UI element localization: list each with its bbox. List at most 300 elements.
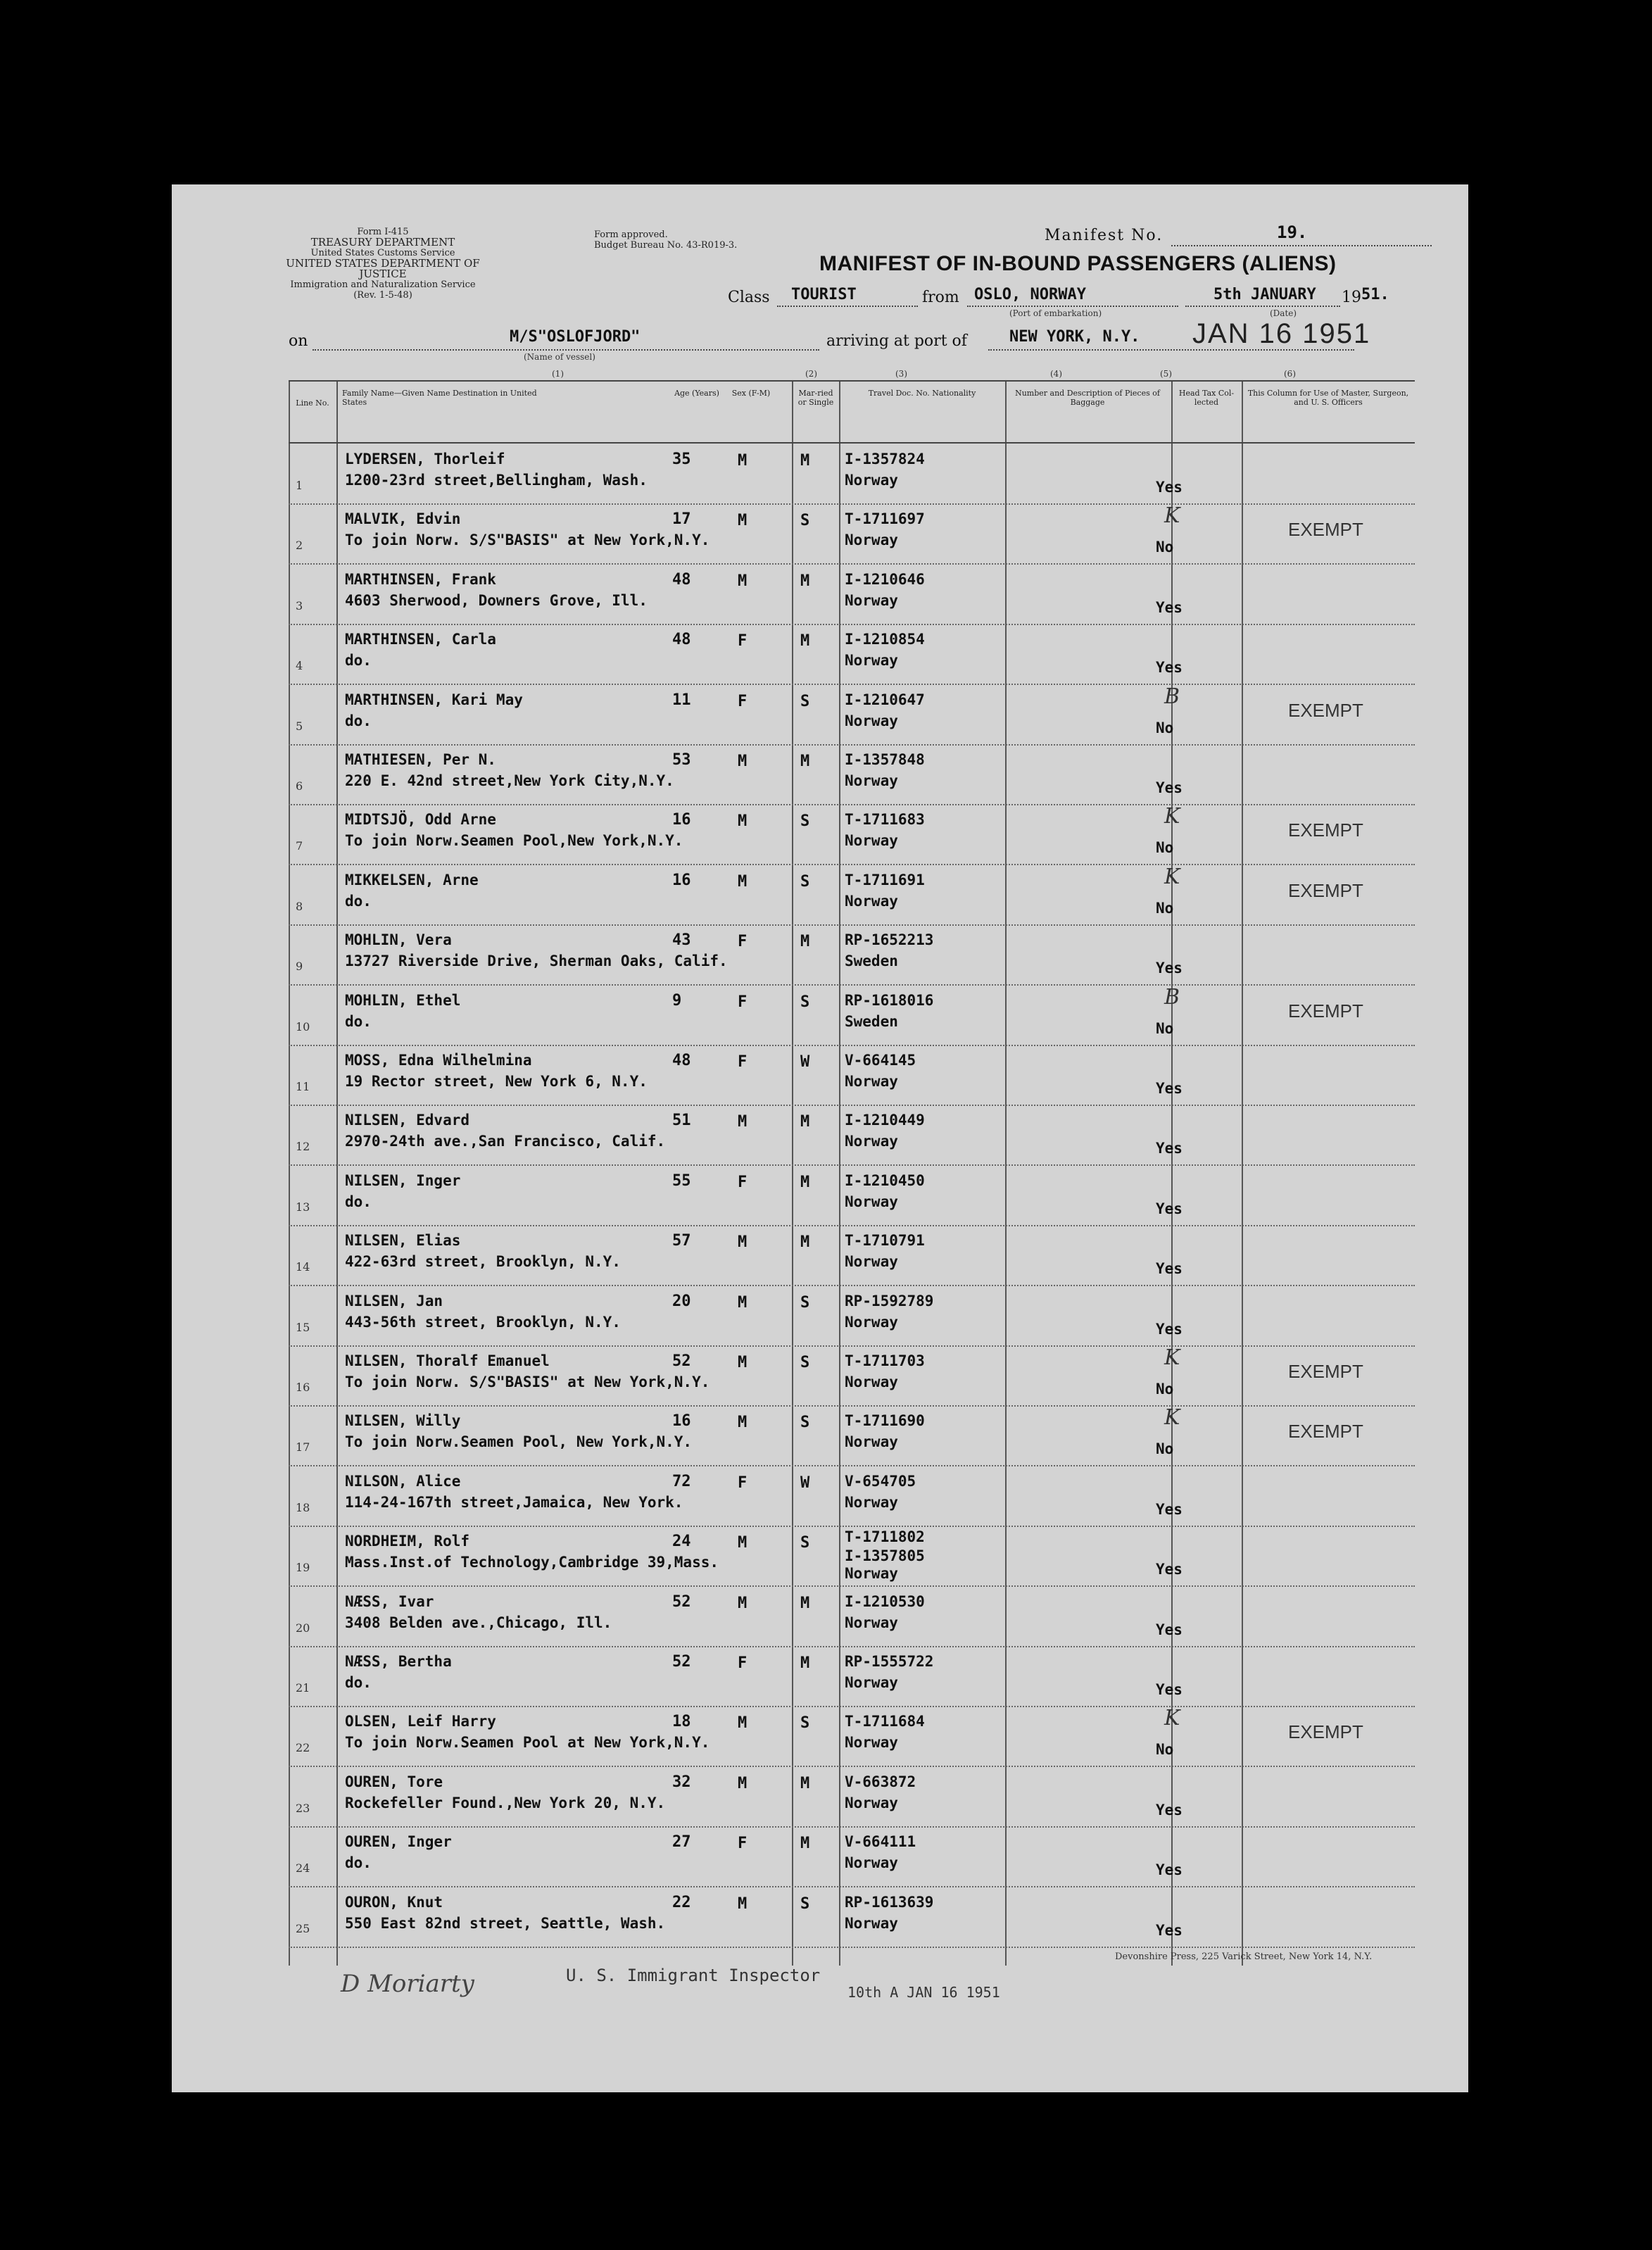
table-row bbox=[289, 1586, 1415, 1647]
destination: 4603 Sherwood, Downers Grove, Ill. bbox=[345, 591, 648, 609]
marital-status: S bbox=[800, 1354, 810, 1371]
marital-status: M bbox=[800, 572, 810, 590]
head-tax: Yes bbox=[1156, 1621, 1183, 1638]
head-tax: Yes bbox=[1156, 1200, 1183, 1217]
nationality: Norway bbox=[845, 892, 898, 910]
head-tax: No bbox=[1156, 1381, 1174, 1397]
age: 35 bbox=[672, 451, 691, 468]
table-row bbox=[289, 684, 1415, 746]
table-row bbox=[289, 564, 1415, 625]
destination: Rockefeller Found.,New York 20, N.Y. bbox=[345, 1794, 666, 1811]
sex: M bbox=[738, 1894, 748, 1913]
head-tax: Yes bbox=[1156, 1561, 1183, 1578]
table-row bbox=[289, 1766, 1415, 1828]
destination: 114-24-167th street,Jamaica, New York. bbox=[345, 1493, 683, 1511]
sex: F bbox=[738, 993, 748, 1011]
manifest-no-line bbox=[1171, 245, 1432, 246]
table-row bbox=[289, 1706, 1415, 1767]
age: 48 bbox=[672, 570, 691, 589]
passenger-name: MARTHINSEN, Kari May bbox=[345, 691, 523, 708]
destination: 443-56th street, Brooklyn, N.Y. bbox=[345, 1313, 621, 1331]
table-row bbox=[289, 1466, 1415, 1527]
header-baggage: Number and Description of Pieces of Baggage bbox=[1015, 389, 1160, 407]
nationality: Norway bbox=[845, 1674, 898, 1691]
marital-status: M bbox=[800, 1113, 810, 1131]
marital-status: M bbox=[800, 753, 810, 770]
marital-status: S bbox=[800, 993, 810, 1011]
destination: do. bbox=[345, 652, 372, 670]
sex: F bbox=[738, 632, 748, 651]
form-number: Form I-415 bbox=[357, 227, 409, 237]
exempt-stamp: EXEMPT bbox=[1288, 1000, 1363, 1022]
line-number: 15 bbox=[296, 1320, 310, 1334]
destination: To join Norw. S/S"BASIS" at New York,N.Y. bbox=[345, 1374, 710, 1390]
travel-doc-number: I-1210647 bbox=[845, 691, 925, 708]
table-row bbox=[289, 1105, 1415, 1166]
destination: 1200-23rd street,Bellingham, Wash. bbox=[345, 472, 648, 489]
handwritten-mark: K bbox=[1164, 1706, 1180, 1731]
head-tax: Yes bbox=[1156, 479, 1183, 496]
passenger-name: NILSEN, Thoralf Emanuel bbox=[345, 1352, 550, 1369]
marital-status: W bbox=[800, 1473, 810, 1492]
age: 16 bbox=[672, 811, 691, 829]
passenger-name: NILSEN, Jan bbox=[345, 1292, 443, 1309]
age: 52 bbox=[672, 1592, 691, 1611]
destination: 19 Rector street, New York 6, N.Y. bbox=[345, 1073, 648, 1090]
marital-status: S bbox=[800, 1714, 810, 1733]
marital-status: S bbox=[800, 1414, 810, 1432]
travel-doc-number: I-1210530 bbox=[845, 1592, 925, 1610]
head-tax: No bbox=[1156, 839, 1174, 857]
sex: M bbox=[738, 1534, 748, 1552]
travel-doc-number: I-1357848 bbox=[845, 751, 925, 768]
handwritten-mark: K bbox=[1164, 864, 1180, 889]
travel-doc-number: T-1710791 bbox=[845, 1232, 925, 1250]
line-number: 11 bbox=[296, 1080, 310, 1093]
header-officers: This Column for Use of Master, Surgeon, and U. S. Officers bbox=[1247, 389, 1409, 407]
year-prefix: 19 bbox=[1342, 289, 1361, 306]
travel-doc-number: V-654705 bbox=[845, 1472, 916, 1490]
nationality: Norway bbox=[845, 1193, 898, 1210]
manifest-title: MANIFEST OF IN-BOUND PASSENGERS (ALIENS) bbox=[819, 252, 1337, 275]
head-tax: No bbox=[1156, 1741, 1174, 1759]
nationality: Norway bbox=[845, 1614, 898, 1631]
handwritten-mark: B bbox=[1164, 984, 1180, 1010]
travel-doc-number: T-1711802 bbox=[845, 1528, 925, 1546]
marital-status: S bbox=[800, 1894, 810, 1913]
destination: 220 E. 42nd street,New York City,N.Y. bbox=[345, 772, 674, 789]
age: 52 bbox=[672, 1653, 691, 1671]
nationality: Norway bbox=[845, 1433, 898, 1451]
arrival-port: NEW YORK, N.Y. bbox=[1009, 328, 1140, 346]
head-tax: Yes bbox=[1156, 1080, 1183, 1097]
manifest-number: 19. bbox=[1277, 222, 1308, 242]
destination: To join Norw.Seamen Pool, New York,N.Y. bbox=[345, 1433, 693, 1451]
marital-status: W bbox=[800, 1053, 810, 1071]
sex: M bbox=[738, 452, 748, 470]
table-row bbox=[289, 1225, 1415, 1286]
head-tax: No bbox=[1156, 899, 1174, 917]
marital-status: M bbox=[800, 933, 810, 951]
nationality: Norway bbox=[845, 1313, 898, 1331]
travel-doc-number: I-1357824 bbox=[845, 451, 925, 467]
passenger-name: MIKKELSEN, Arne bbox=[345, 871, 479, 888]
table-row bbox=[289, 1345, 1415, 1407]
exempt-stamp: EXEMPT bbox=[1288, 1721, 1363, 1743]
passenger-name: NÆSS, Bertha bbox=[345, 1653, 452, 1670]
marital-status: S bbox=[800, 872, 810, 891]
sex: M bbox=[738, 812, 748, 831]
exempt-stamp: EXEMPT bbox=[1288, 699, 1363, 721]
date-line bbox=[1185, 306, 1340, 307]
travel-doc-number: I-1210854 bbox=[845, 631, 925, 648]
sex: M bbox=[738, 1774, 748, 1792]
nationality: Norway bbox=[845, 1854, 898, 1872]
destination: 2970-24th ave.,San Francisco, Calif. bbox=[345, 1133, 666, 1150]
head-tax: Yes bbox=[1156, 1801, 1183, 1818]
travel-doc-number: V-663872 bbox=[845, 1773, 916, 1790]
age: 16 bbox=[672, 871, 691, 889]
vessel-line bbox=[313, 349, 819, 351]
line-number: 12 bbox=[296, 1140, 310, 1154]
sex: M bbox=[738, 1414, 748, 1432]
age: 43 bbox=[672, 931, 691, 950]
header-married: Mar-ried or Single bbox=[797, 389, 834, 407]
table-row bbox=[289, 1646, 1415, 1707]
passenger-name: NILSEN, Elias bbox=[345, 1232, 461, 1250]
passenger-name: MARTHINSEN, Frank bbox=[345, 570, 496, 588]
from-line bbox=[967, 306, 1178, 307]
age: 20 bbox=[672, 1292, 691, 1310]
line-number: 6 bbox=[296, 779, 303, 793]
age: 9 bbox=[672, 991, 682, 1010]
nationality: Norway bbox=[845, 532, 898, 549]
travel-doc-number: T-1711697 bbox=[845, 510, 925, 528]
line-number: 9 bbox=[296, 960, 303, 974]
destination: 550 East 82nd street, Seattle, Wash. bbox=[345, 1914, 666, 1932]
travel-doc-number: RP-1618016 bbox=[845, 991, 934, 1009]
destination: 13727 Riverside Drive, Sherman Oaks, Calif. bbox=[345, 953, 728, 970]
passenger-name: MIDTSJÖ, Odd Arne bbox=[345, 811, 496, 829]
marital-status: S bbox=[800, 1293, 810, 1312]
nationality: Norway bbox=[845, 1073, 898, 1090]
passenger-name: MARTHINSEN, Carla bbox=[345, 631, 496, 648]
handwritten-mark: K bbox=[1164, 503, 1180, 529]
sex: M bbox=[738, 1714, 748, 1733]
nationality: Norway bbox=[845, 832, 898, 850]
head-tax: Yes bbox=[1156, 960, 1183, 977]
travel-doc-number: T-1711684 bbox=[845, 1713, 925, 1730]
form-approved: Form approved. bbox=[594, 230, 668, 240]
sex: M bbox=[738, 1113, 748, 1131]
travel-doc-number: RP-1613639 bbox=[845, 1893, 934, 1911]
travel-doc-number: T-1711691 bbox=[845, 871, 925, 888]
line-number: 19 bbox=[296, 1561, 310, 1575]
header-line-no: Line No. bbox=[296, 398, 329, 408]
table-row bbox=[289, 1826, 1415, 1887]
head-tax: Yes bbox=[1156, 1861, 1183, 1879]
form-rev: (Rev. 1-5-48) bbox=[353, 290, 412, 301]
head-tax: Yes bbox=[1156, 1681, 1183, 1698]
passenger-name: NÆSS, Ivar bbox=[345, 1592, 434, 1610]
justice-dept: UNITED STATES DEPARTMENT OF JUSTICE bbox=[286, 257, 480, 280]
head-tax: No bbox=[1156, 539, 1174, 556]
travel-doc-number: I-1210450 bbox=[845, 1171, 925, 1189]
form-agency-block bbox=[277, 227, 488, 301]
nationality: Norway bbox=[845, 1914, 898, 1932]
passenger-name: LYDERSEN, Thorleif bbox=[345, 451, 505, 467]
age: 52 bbox=[672, 1352, 691, 1370]
on-label: on bbox=[289, 332, 308, 350]
sex: M bbox=[738, 512, 748, 530]
line-number: 4 bbox=[296, 659, 303, 673]
table-row bbox=[289, 985, 1415, 1046]
form-approval bbox=[594, 230, 805, 251]
nationality: Norway bbox=[845, 652, 898, 670]
head-tax: Yes bbox=[1156, 1260, 1183, 1278]
travel-doc-number: I-1210449 bbox=[845, 1112, 925, 1129]
year-value: 51. bbox=[1361, 286, 1389, 303]
age: 17 bbox=[672, 510, 691, 529]
budget-bureau: Budget Bureau No. 43-R019-3. bbox=[594, 240, 738, 251]
inspector-signature: D Moriarty bbox=[341, 1970, 474, 1998]
head-tax: Yes bbox=[1156, 598, 1183, 616]
sex: M bbox=[738, 872, 748, 891]
sex: M bbox=[738, 572, 748, 590]
col-num-3: (3) bbox=[895, 369, 907, 379]
sex: F bbox=[738, 1654, 748, 1672]
nationality: Sweden bbox=[845, 1012, 898, 1030]
vessel-name: M/S"OSLOFJORD" bbox=[510, 328, 641, 346]
line-number: 14 bbox=[296, 1260, 310, 1274]
line-number: 18 bbox=[296, 1500, 310, 1514]
destination: Mass.Inst.of Technology,Cambridge 39,Mass. bbox=[345, 1554, 719, 1571]
exempt-stamp: EXEMPT bbox=[1288, 519, 1363, 541]
nationality: Norway bbox=[845, 591, 898, 609]
sex: M bbox=[738, 1233, 748, 1252]
passenger-name: MATHIESEN, Per N. bbox=[345, 751, 496, 768]
table-row bbox=[289, 804, 1415, 865]
manifest-no-label: Manifest No. bbox=[1045, 227, 1164, 244]
line-number: 25 bbox=[296, 1921, 310, 1935]
col-num-1: (1) bbox=[552, 369, 564, 379]
table-row bbox=[289, 924, 1415, 986]
marital-status: M bbox=[800, 1774, 810, 1792]
marital-status: S bbox=[800, 512, 810, 530]
customs-service: United States Customs Service bbox=[310, 248, 455, 258]
sex: F bbox=[738, 1173, 748, 1191]
nationality: Norway bbox=[845, 1374, 898, 1390]
marital-status: M bbox=[800, 1173, 810, 1191]
table-row bbox=[289, 744, 1415, 805]
handwritten-mark: K bbox=[1164, 1345, 1180, 1370]
table-row bbox=[289, 865, 1415, 926]
header-travel-doc: Travel Doc. No. Nationality bbox=[868, 389, 976, 398]
marital-status: S bbox=[800, 692, 810, 710]
age: 48 bbox=[672, 631, 691, 649]
nationality: Sweden bbox=[845, 953, 898, 970]
line-number: 17 bbox=[296, 1440, 310, 1454]
exempt-stamp: EXEMPT bbox=[1288, 1361, 1363, 1382]
destination: do. bbox=[345, 1193, 372, 1210]
from-label: from bbox=[922, 289, 959, 306]
marital-status: M bbox=[800, 1594, 810, 1612]
destination: do. bbox=[345, 1854, 372, 1872]
head-tax: No bbox=[1156, 719, 1174, 736]
travel-doc-number-2: I-1357805 bbox=[845, 1547, 925, 1565]
class-line bbox=[777, 306, 918, 307]
age: 72 bbox=[672, 1472, 691, 1490]
line-number: 2 bbox=[296, 539, 303, 553]
table-row bbox=[289, 1526, 1415, 1587]
class-value: TOURIST bbox=[791, 286, 857, 303]
marital-status: S bbox=[800, 812, 810, 831]
line-number: 13 bbox=[296, 1200, 310, 1214]
marital-status: M bbox=[800, 1654, 810, 1672]
marital-status: S bbox=[800, 1534, 810, 1552]
travel-doc-number: RP-1555722 bbox=[845, 1653, 934, 1670]
nationality: Norway bbox=[845, 1493, 898, 1511]
age: 53 bbox=[672, 751, 691, 769]
destination: 3408 Belden ave.,Chicago, Ill. bbox=[345, 1614, 612, 1631]
passenger-name: OUREN, Tore bbox=[345, 1773, 443, 1790]
col-num-5: (5) bbox=[1160, 369, 1172, 379]
inspector-label: U. S. Immigrant Inspector bbox=[566, 1966, 821, 1985]
header-head-tax: Head Tax Col-lected bbox=[1178, 389, 1235, 407]
age: 55 bbox=[672, 1171, 691, 1190]
line-number: 7 bbox=[296, 839, 303, 853]
head-tax: Yes bbox=[1156, 1320, 1183, 1338]
line-number: 22 bbox=[296, 1741, 310, 1755]
passenger-name: NORDHEIM, Rolf bbox=[345, 1533, 470, 1550]
handwritten-mark: B bbox=[1164, 684, 1180, 709]
passenger-name: OURON, Knut bbox=[345, 1893, 443, 1911]
line-number: 10 bbox=[296, 1019, 310, 1033]
passenger-table bbox=[289, 380, 1415, 1966]
table-row bbox=[289, 1405, 1415, 1466]
age: 32 bbox=[672, 1773, 691, 1791]
head-tax: No bbox=[1156, 1440, 1174, 1458]
line-number: 20 bbox=[296, 1621, 310, 1635]
date-value: 5th JANUARY bbox=[1213, 286, 1316, 303]
line-number: 16 bbox=[296, 1381, 310, 1394]
from-caption: (Port of embarkation) bbox=[1009, 308, 1102, 318]
travel-doc-number: RP-1652213 bbox=[845, 931, 934, 949]
col-num-6: (6) bbox=[1284, 369, 1296, 379]
nationality: Norway bbox=[845, 1734, 898, 1752]
passenger-name: NILSEN, Inger bbox=[345, 1171, 461, 1189]
nationality: Norway bbox=[845, 1565, 898, 1583]
destination: To join Norw.Seamen Pool,New York,N.Y. bbox=[345, 832, 683, 850]
passenger-name: MOHLIN, Vera bbox=[345, 931, 452, 949]
passenger-name: MALVIK, Edvin bbox=[345, 510, 461, 528]
age: 22 bbox=[672, 1893, 691, 1911]
vessel-caption: (Name of vessel) bbox=[524, 352, 595, 362]
travel-doc-number: V-664111 bbox=[845, 1833, 916, 1851]
passenger-name: MOHLIN, Ethel bbox=[345, 991, 461, 1009]
head-tax: Yes bbox=[1156, 1500, 1183, 1518]
header-name: Family Name—Given Name Destination in United States bbox=[342, 389, 537, 407]
arrival-date-stamp: JAN 16 1951 bbox=[1192, 318, 1371, 349]
age: 48 bbox=[672, 1052, 691, 1069]
sex: F bbox=[738, 1053, 748, 1071]
age: 57 bbox=[672, 1232, 691, 1250]
header-age: Age (Years) bbox=[674, 389, 719, 398]
destination: To join Norw. S/S"BASIS" at New York,N.Y. bbox=[345, 532, 710, 549]
nationality: Norway bbox=[845, 1794, 898, 1811]
nationality: Norway bbox=[845, 472, 898, 489]
table-row bbox=[289, 444, 1415, 505]
travel-doc-number: T-1711690 bbox=[845, 1412, 925, 1430]
line-number: 23 bbox=[296, 1801, 310, 1815]
line-number: 21 bbox=[296, 1681, 310, 1695]
nationality: Norway bbox=[845, 1253, 898, 1271]
sex: F bbox=[738, 692, 748, 710]
from-value: OSLO, NORWAY bbox=[974, 286, 1086, 303]
arriving-label: arriving at port of bbox=[826, 332, 967, 350]
marital-status: M bbox=[800, 1233, 810, 1252]
exempt-stamp: EXEMPT bbox=[1288, 819, 1363, 841]
travel-doc-number: RP-1592789 bbox=[845, 1292, 934, 1309]
passenger-name: NILSEN, Edvard bbox=[345, 1112, 470, 1129]
nationality: Norway bbox=[845, 772, 898, 789]
head-tax: Yes bbox=[1156, 1921, 1183, 1939]
manifest-page bbox=[172, 184, 1468, 2092]
handwritten-mark: K bbox=[1164, 804, 1180, 829]
marital-status: M bbox=[800, 632, 810, 651]
footer-stamp: 10th A JAN 16 1951 bbox=[847, 1984, 1000, 2001]
passenger-name: MOSS, Edna Wilhelmina bbox=[345, 1052, 532, 1069]
exempt-stamp: EXEMPT bbox=[1288, 879, 1363, 901]
travel-doc-number: I-1210646 bbox=[845, 570, 925, 588]
table-row bbox=[289, 1286, 1415, 1347]
table-row bbox=[289, 624, 1415, 685]
table-row bbox=[289, 1165, 1415, 1226]
travel-doc-number: T-1711683 bbox=[845, 811, 925, 829]
sex: F bbox=[738, 1473, 748, 1492]
destination: do. bbox=[345, 892, 372, 910]
sex: M bbox=[738, 1293, 748, 1312]
head-tax: Yes bbox=[1156, 659, 1183, 677]
age: 27 bbox=[672, 1833, 691, 1852]
line-number: 3 bbox=[296, 598, 303, 612]
age: 18 bbox=[672, 1713, 691, 1731]
col-num-4: (4) bbox=[1050, 369, 1062, 379]
line-number: 1 bbox=[296, 479, 303, 492]
exempt-stamp: EXEMPT bbox=[1288, 1421, 1363, 1443]
passenger-name: NILSON, Alice bbox=[345, 1472, 461, 1490]
line-number: 8 bbox=[296, 899, 303, 913]
destination: do. bbox=[345, 1012, 372, 1030]
destination: To join Norw.Seamen Pool at New York,N.Y. bbox=[345, 1734, 710, 1752]
travel-doc-number: T-1711703 bbox=[845, 1352, 925, 1369]
handwritten-mark: K bbox=[1164, 1405, 1180, 1431]
line-number: 24 bbox=[296, 1861, 310, 1875]
sex: F bbox=[738, 933, 748, 951]
col-num-2: (2) bbox=[805, 369, 817, 379]
marital-status: M bbox=[800, 452, 810, 470]
date-caption: (Date) bbox=[1270, 308, 1297, 318]
travel-doc-number: V-664145 bbox=[845, 1052, 916, 1069]
passenger-name: NILSEN, Willy bbox=[345, 1412, 461, 1430]
age: 11 bbox=[672, 691, 691, 709]
destination: do. bbox=[345, 1674, 372, 1691]
sex: M bbox=[738, 1354, 748, 1371]
table-row bbox=[289, 503, 1415, 565]
table-row bbox=[289, 1045, 1415, 1106]
ins-service: Immigration and Naturalization Service bbox=[290, 279, 476, 290]
marital-status: M bbox=[800, 1835, 810, 1853]
